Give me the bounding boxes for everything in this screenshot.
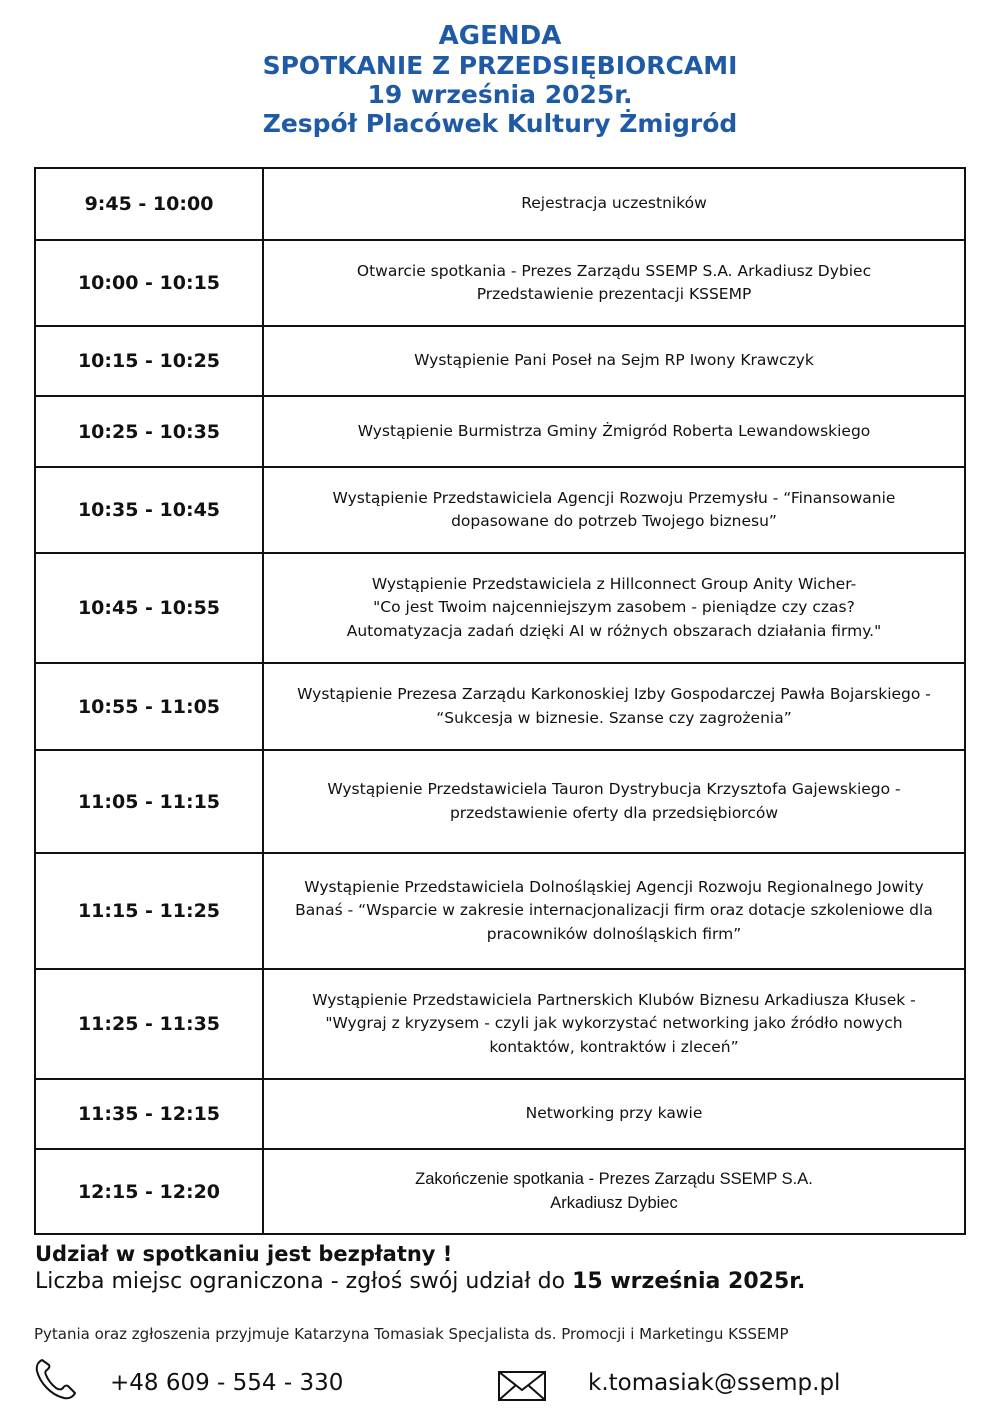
- event-title: SPOTKANIE Z PRZEDSIĘBIORCAMI: [262, 51, 738, 80]
- seat-limit-text: Liczba miejsc ograniczona - zgłoś swój udział do: [35, 1269, 573, 1294]
- agenda-description-line: pracowników dolnośląskich firm”: [486, 924, 742, 943]
- agenda-time: 11:25 - 11:35: [35, 969, 263, 1079]
- agenda-description-line: przedstawienie oferty dla przedsiębiorców: [449, 803, 779, 822]
- agenda-description: [263, 969, 965, 1079]
- agenda-description: [263, 168, 965, 240]
- agenda-description-line: Wystąpienie Przedstawiciela Dolnośląskiej Agencji Rozwoju Regionalnego Jowity: [304, 877, 924, 896]
- agenda-header: [0, 22, 1000, 138]
- agenda-time: 10:35 - 10:45: [35, 467, 263, 553]
- agenda-description: [263, 553, 965, 663]
- agenda-row: [35, 168, 965, 240]
- agenda-description-line: Otwarcie spotkania - Prezes Zarządu SSEMP S.A. Arkadiusz Dybiec: [356, 261, 872, 280]
- agenda-time: 10:15 - 10:25: [35, 326, 263, 396]
- seat-limit-note: [35, 1269, 805, 1294]
- agenda-description-line: "Co jest Twoim najcenniejszym zasobem - pieniądze czy czas?: [373, 598, 855, 617]
- agenda-row: [35, 553, 965, 663]
- agenda-description-line: Wystąpienie Przedstawiciela Tauron Dystrybucja Krzysztofa Gajewskiego -: [327, 780, 901, 798]
- free-entry-note: Udział w spotkaniu jest bezpłatny !: [35, 1242, 453, 1266]
- agenda-description: [263, 467, 965, 553]
- agenda-description-line: Wystąpienie Burmistrza Gminy Żmigród Roberta Lewandowskiego: [357, 421, 871, 440]
- agenda-description: [263, 663, 965, 750]
- agenda-description: [263, 1149, 965, 1234]
- event-venue: Zespół Placówek Kultury Żmigród: [262, 109, 738, 138]
- agenda-row: [35, 969, 965, 1079]
- agenda-row: [35, 750, 965, 853]
- agenda-title: AGENDA: [438, 21, 562, 51]
- agenda-description-line: Zakończenie spotkania - Prezes Zarządu SSEMP S.A.: [415, 1170, 813, 1188]
- email-address[interactable]: k.tomasiak@ssemp.pl: [588, 1370, 841, 1396]
- agenda-description-line: Wystąpienie Pani Poseł na Sejm RP Iwony Krawczyk: [414, 351, 814, 370]
- agenda-row: [35, 240, 965, 326]
- agenda-description-line: Banaś - “Wsparcie w zakresie internacjonalizacji firm oraz dotacje szkoleniowe dla: [295, 901, 933, 920]
- agenda-description-line: Automatyzacja zadań dzięki AI w różnych obszarach działania firmy.": [346, 621, 882, 640]
- event-date: 19 września 2025r.: [367, 80, 633, 109]
- agenda-time: 11:05 - 11:15: [35, 750, 263, 853]
- agenda-row: [35, 853, 965, 969]
- agenda-row: [35, 396, 965, 467]
- agenda-description-line: Wystąpienie Prezesa Zarządu Karkonoskiej Izby Gospodarczej Pawła Bojarskiego -: [297, 685, 931, 703]
- agenda-time: 10:00 - 10:15: [35, 240, 263, 326]
- agenda-time: 10:45 - 10:55: [35, 553, 263, 663]
- agenda-time: 12:15 - 12:20: [35, 1149, 263, 1234]
- agenda-time: 11:35 - 12:15: [35, 1079, 263, 1149]
- agenda-description-line: “Sukcesja w biznesie. Szanse czy zagrożenia”: [436, 708, 792, 727]
- agenda-description: [263, 750, 965, 853]
- agenda-description-line: Wystąpienie Przedstawiciela Agencji Rozwoju Przemysłu - “Finansowanie: [332, 488, 896, 507]
- agenda-row: [35, 663, 965, 750]
- agenda-time: 10:55 - 11:05: [35, 663, 263, 750]
- agenda-description-line: Arkadiusz Dybiec: [550, 1193, 678, 1212]
- agenda-description-line: Przedstawienie prezentacji KSSEMP: [476, 285, 752, 303]
- agenda-row: [35, 326, 965, 396]
- agenda-table: [34, 167, 966, 1235]
- agenda-time: 11:15 - 11:25: [35, 853, 263, 969]
- agenda-time: 9:45 - 10:00: [35, 168, 263, 240]
- registration-deadline: 15 września 2025r.: [572, 1269, 806, 1294]
- agenda-description-line: Rejestracja uczestników: [521, 194, 707, 213]
- agenda-row: [35, 467, 965, 553]
- agenda-description-line: kontaktów, kontraktów i zleceń”: [489, 1037, 739, 1056]
- agenda-description: [263, 853, 965, 969]
- agenda-time: 10:25 - 10:35: [35, 396, 263, 467]
- agenda-description: [263, 240, 965, 326]
- agenda-row: [35, 1079, 965, 1149]
- agenda-description-line: Networking przy kawie: [525, 1104, 703, 1123]
- agenda-description: [263, 396, 965, 467]
- agenda-description-line: dopasowane do potrzeb Twojego biznesu”: [451, 512, 777, 530]
- phone-number[interactable]: +48 609 - 554 - 330: [110, 1370, 344, 1396]
- agenda-description-line: Wystąpienie Przedstawiciela Partnerskich Klubów Biznesu Arkadiusza Kłusek -: [312, 990, 916, 1009]
- agenda-description-line: "Wygraj z kryzysem - czyli jak wykorzystać networking jako źródło nowych: [325, 1014, 903, 1033]
- agenda-description: [263, 326, 965, 396]
- phone-icon: [34, 1357, 78, 1401]
- agenda-description-line: Wystąpienie Przedstawiciela z Hillconnect Group Anity Wicher-: [371, 574, 857, 593]
- agenda-row: [35, 1149, 965, 1234]
- agenda-description: [263, 1079, 965, 1149]
- envelope-icon: [497, 1370, 547, 1402]
- contact-note: Pytania oraz zgłoszenia przyjmuje Katarzyna Tomasiak Specjalista ds. Promocji i Marketingu KSSEMP: [34, 1325, 789, 1343]
